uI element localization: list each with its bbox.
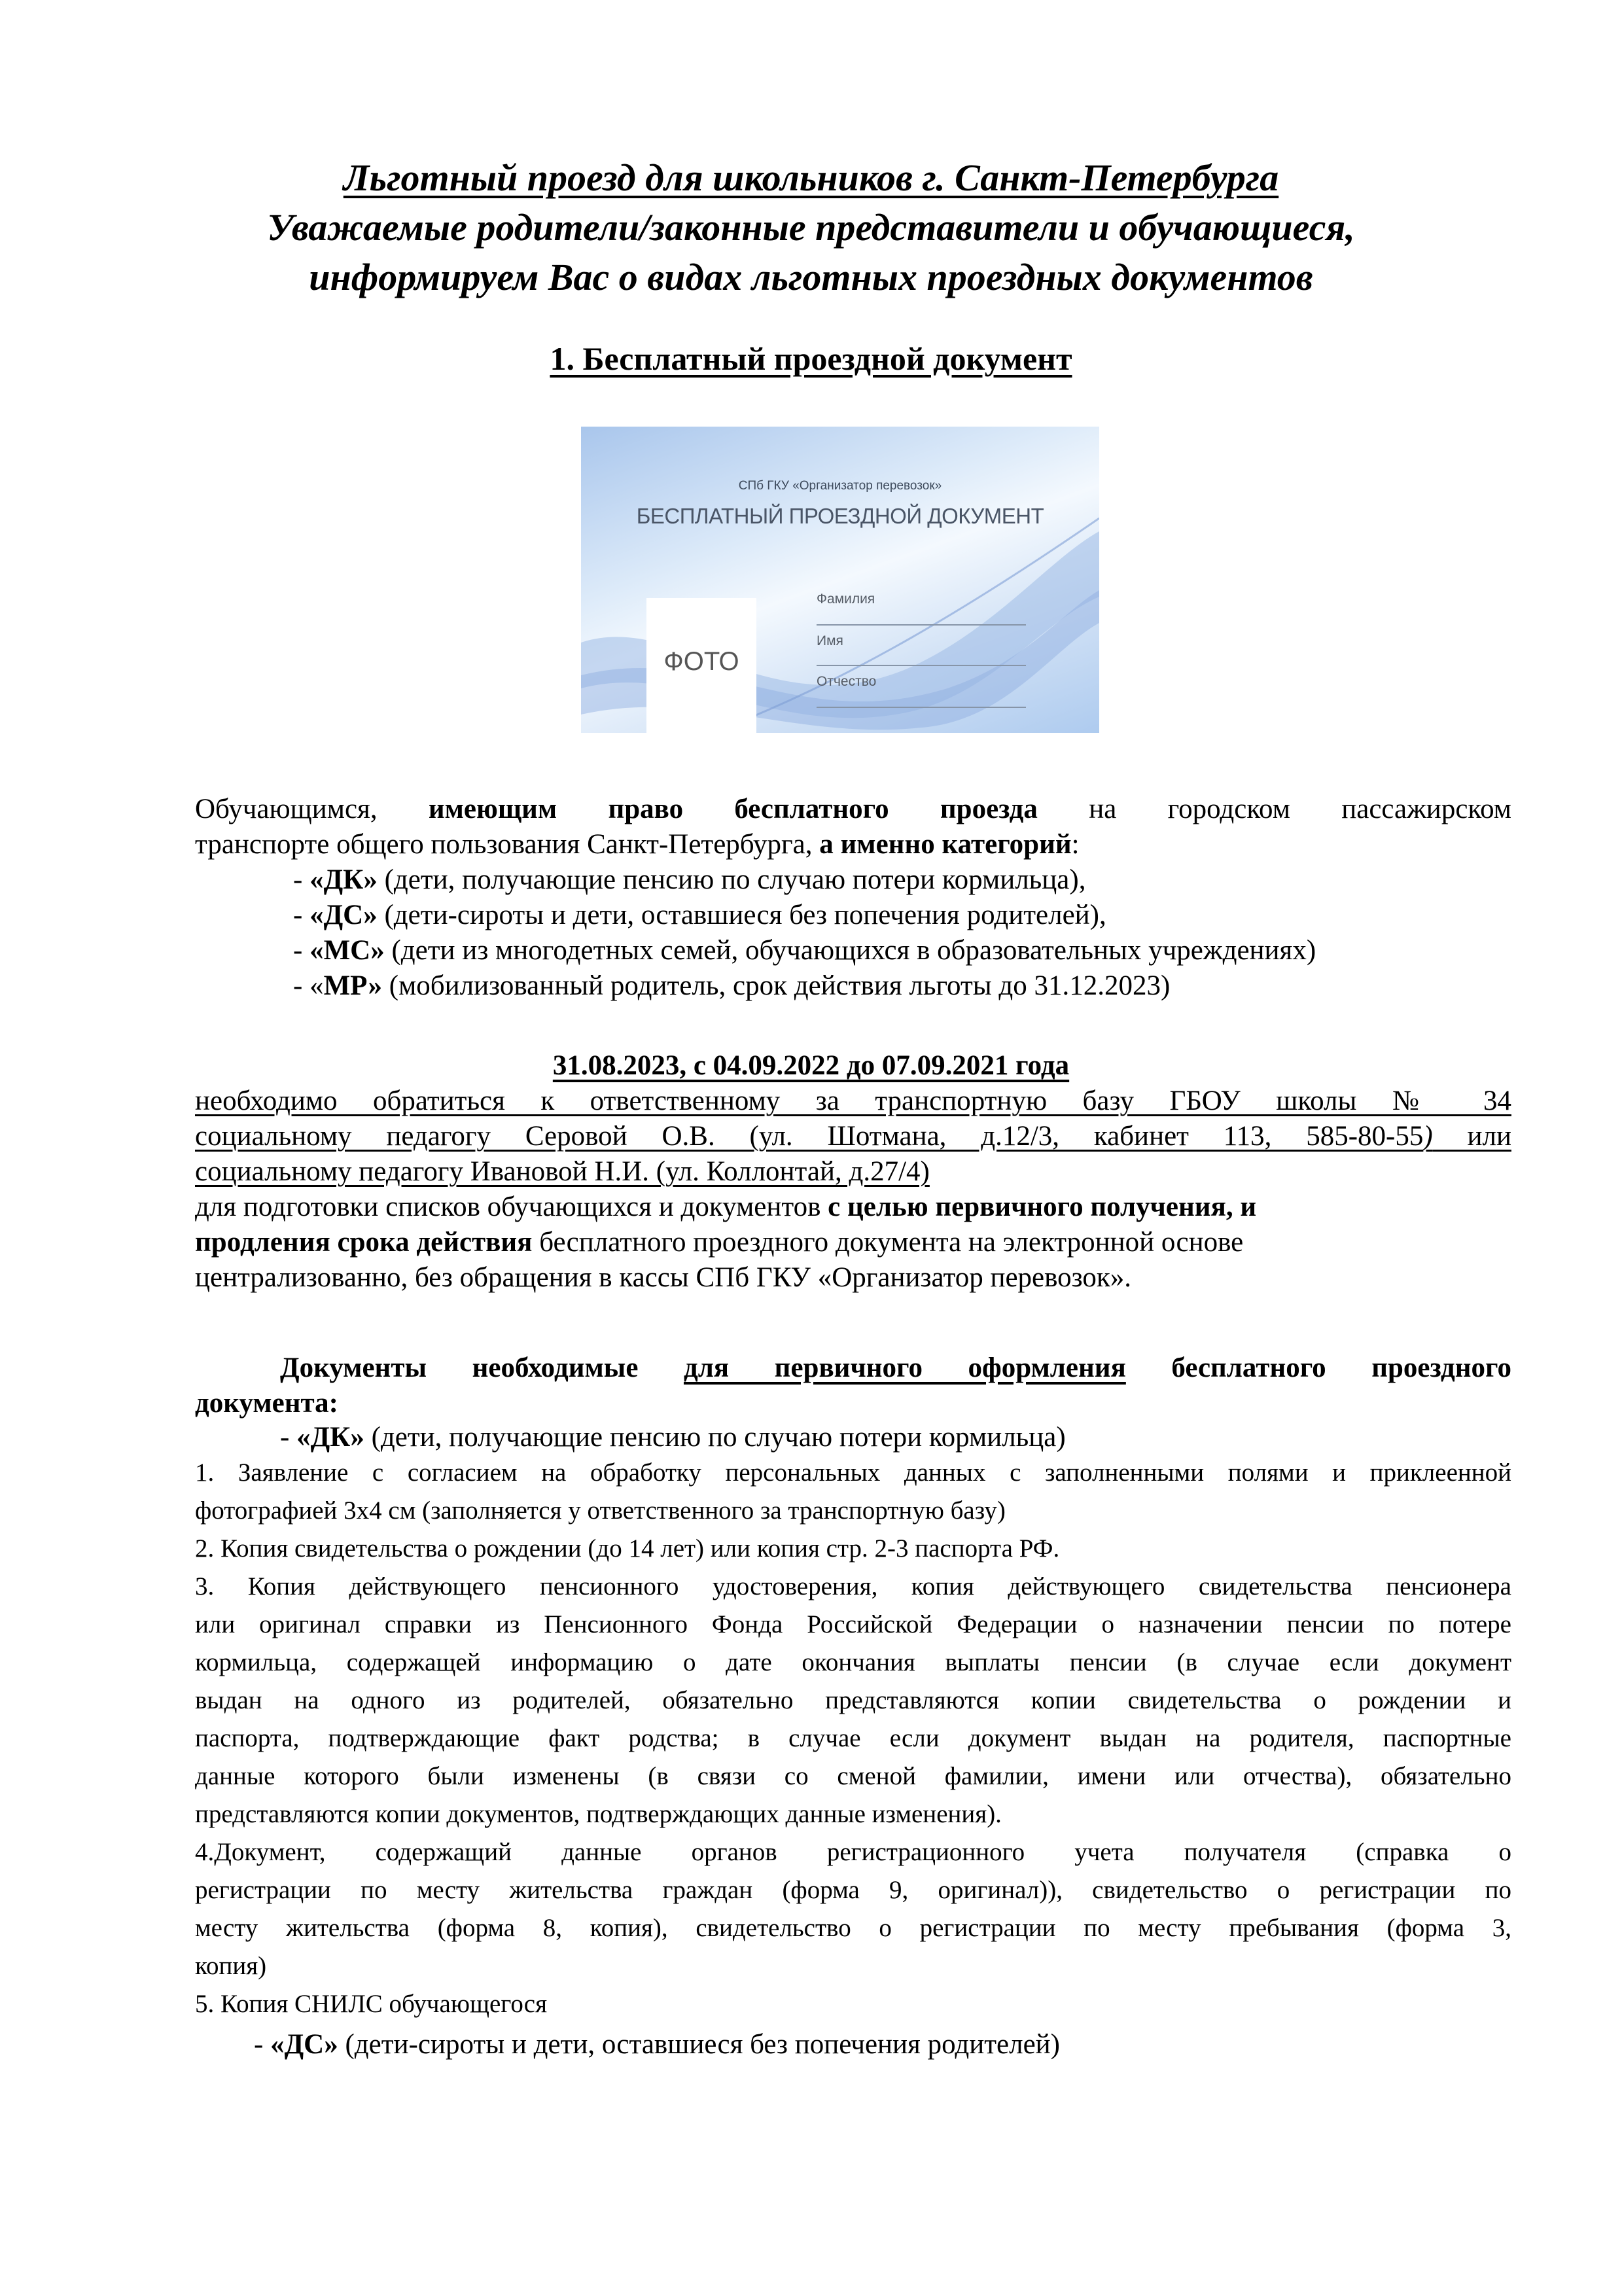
ds-heading: [254, 2027, 1570, 2062]
category-item: [293, 862, 1610, 898]
docs-heading-text: бесплатного проездного: [1171, 1352, 1511, 1383]
docs-heading-line-1: [280, 1351, 1511, 1386]
category-desc: (мобилизованный родитель, срок действия льготы до 31.12.2023): [382, 970, 1171, 1001]
page-subtitle-line-2: Уважаемые родители/законные представители и обучающиеся,: [267, 206, 1355, 249]
category-dash: -: [293, 935, 310, 966]
page-subtitle-line-3: информируем Вас о видах льготных проездных документов: [309, 256, 1313, 298]
category-dash: -: [293, 864, 310, 895]
category-dash: -: [280, 1422, 297, 1453]
card-title: БЕСПЛАТНЫЙ ПРОЕЗДНОЙ ДОКУМЕНТ: [636, 504, 1044, 528]
category-code: «ДС»: [309, 900, 378, 930]
contact-or: или: [1432, 1121, 1511, 1152]
dk-doc-line: 2. Копия свидетельства о рождении (до 14 лет) или копия стр. 2-3 паспорта РФ.: [195, 1534, 1060, 1563]
dates-heading-text: 31.08.2023, с 04.09.2022 до 07.09.2021 года: [552, 1050, 1070, 1081]
dk-doc-line: 5. Копия СНИЛС обучающегося: [195, 1990, 548, 2018]
contact-line-1: необходимо обратиться к ответственному за транспортную базу ГБОУ школы № 34: [195, 1086, 1511, 1116]
dk-doc-line: 3. Копия действующего пенсионного удостоверения, копия действующего свидетельства пенсионера: [195, 1572, 1511, 1600]
purpose-text: бесплатного проездного документа на электронной основе: [532, 1227, 1244, 1258]
title-line-1: Льготный проезд для школьников г. Санкт-Петербурга: [343, 156, 1279, 199]
category-code: «ДС»: [270, 2029, 338, 2060]
section-heading: [0, 335, 1622, 382]
category-item: [293, 933, 1610, 968]
category-desc: (дети, получающие пенсию по случаю потери кормильца): [364, 1422, 1066, 1453]
intro-bold-text: а именно категорий: [819, 829, 1072, 860]
free-travel-card-image: [581, 427, 1099, 733]
dk-doc-line: 1. Заявление с согласием на обработку персональных данных с заполненными полями и приклеенной: [195, 1458, 1511, 1487]
contact-address: социальному педагогу Серовой О.В. (ул. Шотмана, д.12/3, кабинет 113, 585-80-55: [195, 1121, 1424, 1152]
category-code: МР»: [323, 970, 383, 1001]
category-desc: (дети-сироты и дети, оставшиеся без попечения родителей): [338, 2029, 1060, 2060]
category-dash: -: [254, 2029, 271, 2060]
dk-heading: [280, 1420, 1596, 1455]
dk-doc-line: фотографией 3х4 см (заполняется у ответственного за транспортную базу): [195, 1496, 1006, 1525]
intro-line-1: [195, 792, 1511, 827]
intro-text: на городском пассажирском: [1089, 794, 1512, 824]
docs-heading-text: Документы необходимые: [280, 1352, 684, 1383]
docs-heading-underlined: для первичного оформления: [683, 1352, 1126, 1383]
purpose-line-3: централизованно, без обращения в кассы СПб ГКУ «Организатор перевозок».: [195, 1262, 1132, 1293]
dk-doc-line: паспорта, подтверждающие факт родства; в случае если документ выдан на родителя, паспортные: [195, 1724, 1511, 1752]
docs-heading-line-2: документа:: [195, 1388, 338, 1419]
category-dash: - «: [293, 970, 324, 1001]
intro-text: транспорте общего пользования Санкт-Петербурга,: [195, 829, 813, 860]
dk-doc-line: 4.Документ, содержащий данные органов регистрационного учета получателя (справка о: [195, 1838, 1511, 1866]
intro-bold-text: имеющим право бесплатного проезда: [428, 794, 1038, 824]
dk-doc-line: данные которого были изменены (в связи со сменой фамилии, имени или отчества), обязательно: [195, 1762, 1511, 1790]
card-field-name: Имя: [817, 633, 843, 648]
purpose-line-1: [195, 1190, 1511, 1225]
category-dash: -: [293, 900, 310, 930]
dk-doc-line: кормильца, содержащей информацию о дате окончания выплаты пенсии (в случае если документ: [195, 1648, 1511, 1676]
page-title: [0, 154, 1622, 202]
purpose-bold-text: с целью первичного получения, и: [828, 1192, 1257, 1222]
intro-text: Обучающимся,: [195, 794, 378, 824]
dk-doc-line: представляются копии документов, подтверждающих данные изменения).: [195, 1800, 1002, 1828]
category-item: [293, 898, 1610, 933]
intro-text: :: [1071, 829, 1080, 860]
category-code: «ДК»: [309, 864, 378, 895]
category-code: «ДК»: [296, 1422, 364, 1453]
category-desc: (дети-сироты и дети, оставшиеся без попечения родителей),: [377, 900, 1106, 930]
dk-doc-line: копия): [195, 1952, 267, 1980]
purpose-line-2: [195, 1225, 1511, 1260]
dk-doc-line: месту жительства (форма 8, копия), свидетельство о регистрации по месту пребывания (форма 3,: [195, 1914, 1511, 1942]
card-org-label: СПб ГКУ «Организатор перевозок»: [738, 479, 942, 493]
contact-text: [195, 1121, 1511, 1152]
dk-doc-line: регистрации по месту жительства граждан (форма 9, оригинал)), свидетельство о регистрации по: [195, 1876, 1511, 1904]
purpose-text: для подготовки списков обучающихся и документов: [195, 1192, 828, 1222]
section-heading-text: 1. Бесплатный проездной документ: [550, 340, 1072, 377]
purpose-bold-text: продления срока действия: [195, 1227, 533, 1258]
dk-doc-line: или оригинал справки из Пенсионного Фонда Российской Федерации о назначении пенсии по потере: [195, 1610, 1511, 1638]
dates-heading: [0, 1048, 1622, 1084]
category-item: [293, 968, 1610, 1004]
category-desc: (дети, получающие пенсию по случаю потери кормильца),: [377, 864, 1086, 895]
category-desc: (дети из многодетных семей, обучающихся в образовательных учреждениях): [384, 935, 1316, 966]
photo-placeholder: [646, 598, 756, 733]
intro-line-2: [195, 827, 1511, 862]
card-field-line: [817, 624, 1026, 626]
contact-paren: ): [1423, 1121, 1433, 1152]
contact-line-3: социальному педагогу Ивановой Н.И. (ул. Коллонтай, д.27/4): [195, 1156, 930, 1187]
dk-doc-line: выдан на одного из родителей, обязательно представляются копии свидетельства о рождении и: [195, 1686, 1511, 1714]
category-code: «МС»: [309, 935, 385, 966]
photo-label: ФОТО: [663, 647, 739, 676]
card-field-surname: Фамилия: [817, 592, 875, 607]
card-field-line: [817, 665, 1026, 666]
contact-line-2: [195, 1119, 1511, 1154]
card-field-patronymic: Отчество: [817, 674, 877, 689]
card-field-line: [817, 707, 1026, 708]
